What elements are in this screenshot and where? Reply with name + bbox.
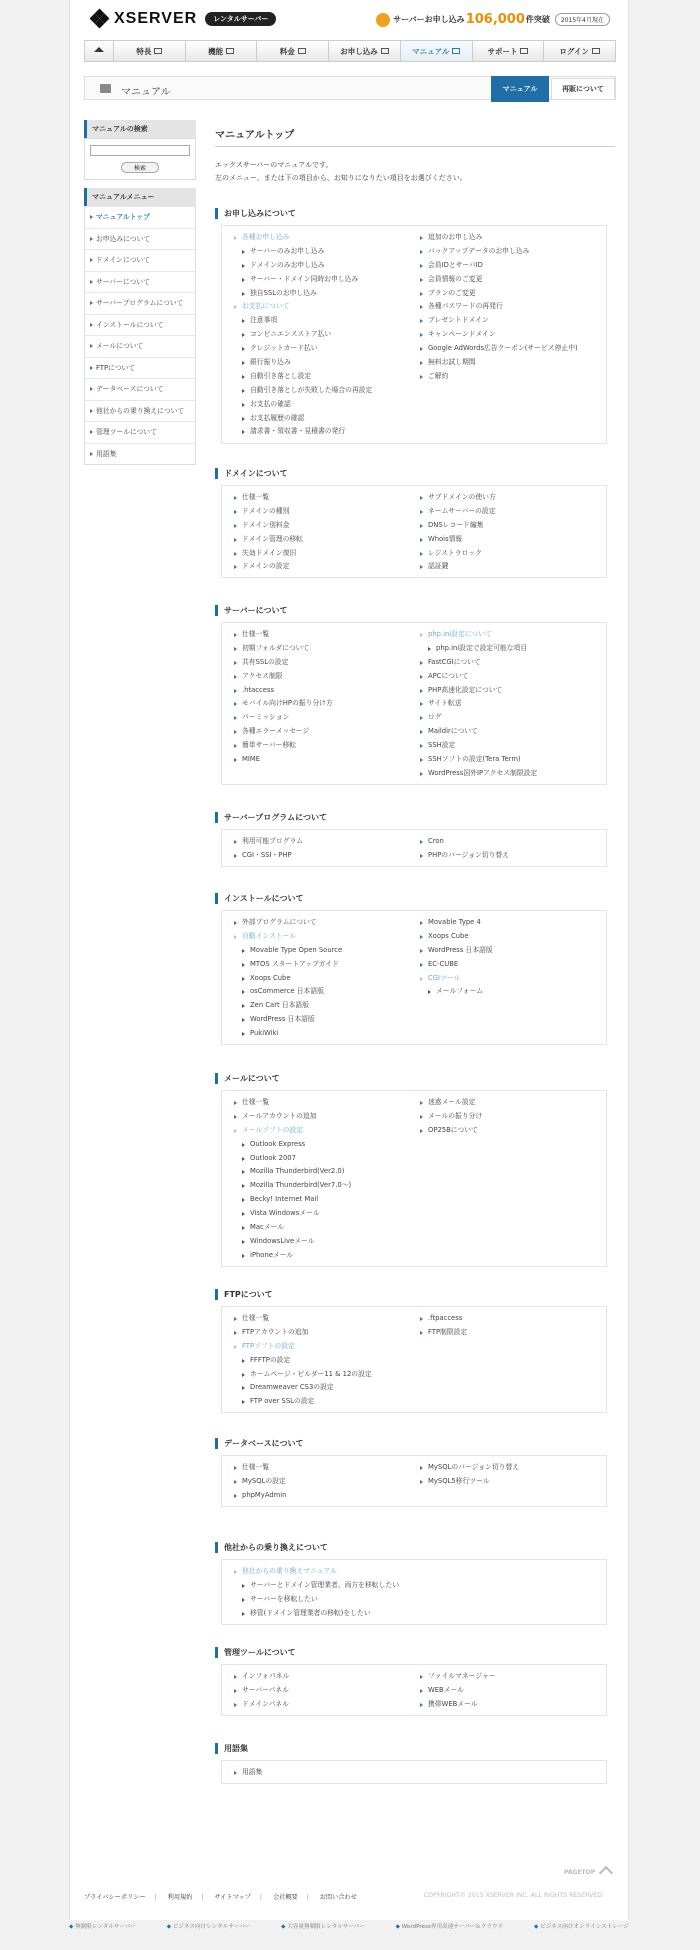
manual-link[interactable]: 認証鍵 [420,560,496,574]
manual-link[interactable]: DNSレコード編集 [420,519,496,533]
manual-section [215,1289,615,1406]
link-column [234,1461,287,1503]
manual-link[interactable]: お支払の確認 [234,398,372,412]
manual-link[interactable]: 銀行振り込み [234,356,372,370]
manual-link[interactable]: 会員IDとサーバID [420,259,578,273]
footer-link-terms[interactable]: 利用規約 [167,1894,193,1901]
manual-link[interactable]: 簡単サーバー移転 [234,739,333,753]
manual-link[interactable]: 初期フォルダについて [234,642,333,656]
manual-link[interactable]: Becky! Internet Mail [234,1193,351,1207]
header [90,8,610,30]
link-column [234,916,342,1041]
footer-link-sitemap[interactable]: サイトマップ [214,1894,251,1901]
manual-section [215,605,615,777]
related-link[interactable]: ◆ 大容量無制限レンタルサーバー [281,1922,365,1930]
manual-link[interactable]: メールフォーム [420,985,493,999]
manual-link[interactable]: ログ [420,711,537,725]
manual-link[interactable]: インフォパネル [234,1670,289,1684]
manual-link[interactable]: サーバーのみお申し込み [234,245,372,259]
sidebar-menu-item[interactable]: マニュアルトップ [85,206,195,228]
nav-pricing[interactable]: 料金 [256,41,328,61]
sidebar-menu [84,206,196,465]
section-link-box [221,910,607,1045]
manual-link[interactable]: ドメインの種別 [234,505,303,519]
manual-section [215,468,615,571]
manual-link[interactable]: サーバーパネル [234,1684,289,1698]
trophy-icon [376,13,390,27]
pen-icon [381,48,389,54]
related-link[interactable]: ◆ 無制限レンタルサーバー [69,1922,136,1930]
manual-link[interactable]: Outlook Express [234,1138,351,1152]
link-column [234,1766,262,1780]
sidebar-menu-item[interactable]: サーバープログラムについて [85,292,195,314]
manual-link[interactable]: PHPのバージョン切り替え [420,849,509,863]
manual-link[interactable]: バックアップデータのお申し込み [420,245,578,259]
manual-link[interactable]: FTP制限設定 [420,1326,467,1340]
logo[interactable] [90,8,276,30]
section-heading: ドメインについて [215,468,615,479]
link-column [420,1312,467,1340]
manual-link[interactable]: Google AdWords広告クーポン(サービス停止中) [420,342,578,356]
manual-link[interactable]: iPhoneメール [234,1249,351,1263]
tag-icon [298,48,306,54]
section-link-box [221,1559,607,1625]
section-heading: サーバーについて [215,605,615,616]
manual-link[interactable]: 外部プログラムについて [234,916,342,930]
link-column [420,916,493,999]
link-column [234,491,303,574]
copyright: COPYRIGHT© 2015 XSERVER INC. ALL RIGHTS RESERVED. [423,1892,604,1899]
manual-link[interactable]: 仕様一覧 [234,1096,351,1110]
manual-link[interactable]: WordPress 日本語版 [420,944,493,958]
manual-link[interactable]: Xoops Cube [234,972,342,986]
manual-link[interactable]: キャンペーンドメイン [420,328,578,342]
link-column [420,231,578,384]
section-link-box [221,1455,607,1507]
related-services [69,1922,629,1930]
search-button[interactable]: 検索 [121,162,159,173]
link-column [234,1565,399,1621]
manual-link[interactable]: MySQLの設定 [234,1475,287,1489]
manual-link[interactable]: FTP over SSLの設定 [234,1395,372,1409]
manual-link[interactable]: 仕様一覧 [234,1461,287,1475]
section-heading: 管理ツールについて [215,1647,615,1658]
category-link[interactable]: メールソフトの設定 [234,1124,351,1138]
home-icon [94,47,104,52]
manual-section [215,893,615,1038]
manual-link[interactable]: 無料お試し期間 [420,356,578,370]
manual-link[interactable]: プレゼントドメイン [420,314,578,328]
link-column [234,1096,351,1263]
global-nav [84,40,616,62]
manual-link[interactable]: サーバーを移転したい [234,1593,399,1607]
manual-section [215,1647,615,1708]
manual-link[interactable]: osCommerce 日本語版 [234,985,342,999]
tab-resale[interactable]: 再販について [551,78,615,100]
manual-link[interactable]: Maildirについて [420,725,537,739]
manual-link[interactable]: APCについて [420,670,537,684]
section-link-box [221,829,607,867]
section-link-box [221,1664,607,1716]
rental-server-badge: レンタルサーバー [205,12,276,26]
manual-section [215,208,615,436]
link-column [234,1670,289,1712]
sidebar [84,120,196,465]
nav-login[interactable]: ログイン [543,41,615,61]
manual-link[interactable]: WEBメール [420,1684,496,1698]
manual-link[interactable]: Vista Windowsメール [234,1207,351,1221]
book-icon [100,84,111,93]
section-heading: メールについて [215,1073,615,1084]
manual-link[interactable]: ご解約 [420,370,578,384]
sidebar-menu-item[interactable]: FTPについて [85,357,195,379]
section-link-box [221,225,607,444]
manual-link[interactable]: Macメール [234,1221,351,1235]
manual-link[interactable]: クレジットカード払い [234,342,372,356]
monitor-icon [154,48,162,54]
footer-link-contact[interactable]: お問い合わせ [319,1894,357,1901]
manual-link[interactable]: 追加のお申し込み [420,231,578,245]
manual-link[interactable]: 独自SSLのお申し込み [234,287,372,301]
sidebar-menu-item[interactable]: インストールについて [85,314,195,336]
manual-link[interactable]: 請求書・領収書・見積書の発行 [234,425,372,439]
manual-link[interactable]: お支払履歴の確認 [234,412,372,426]
manual-link[interactable]: 仕様一覧 [234,628,333,642]
manual-link[interactable]: MIME [234,753,333,767]
nav-features[interactable]: 特長 [113,41,185,61]
person-icon [520,48,528,54]
logo-mark-icon [90,9,110,29]
section-link-box [221,1090,607,1267]
manual-link[interactable]: コンビニエンスストア払い [234,328,372,342]
category-link[interactable]: php.ini設定について [420,628,537,642]
footer-link-company[interactable]: 会社概要 [272,1894,298,1901]
manual-link[interactable]: 仕様一覧 [234,491,303,505]
section-link-box [221,1760,607,1784]
section-link-box [221,622,607,785]
related-link[interactable]: ◆ ビジネス向けレンタルサーバー [167,1922,251,1930]
counter-label: サーバーお申し込み [393,15,465,24]
footer-links: プライバシーポリシー | 利用規約 | サイトマップ | 会社概要 | お問い合わせ [84,1894,357,1901]
search-header: マニュアルの検索 [84,120,196,138]
intro-text: エックスサーバーのマニュアルです。 左のメニュー、または下の項目から、お知りになりたい項目をお選びください。 [215,161,467,182]
manual-link[interactable]: ドメインの設定 [234,560,303,574]
manual-link[interactable]: サーバーとドメイン管理業者、両方を移転したい [234,1579,399,1593]
manual-link[interactable]: PHP高速化設定について [420,684,537,698]
nav-functions[interactable]: 機能 [185,41,257,61]
category-link[interactable]: CGIツール [420,972,493,986]
manual-link[interactable]: メールの振り分け [420,1110,482,1124]
manual-link[interactable]: .htaccess [234,684,333,698]
logo-text: XSERVER [114,10,198,27]
manual-link[interactable]: SSHソフトの設定(Tera Term) [420,753,537,767]
manual-link[interactable]: 注意事項 [234,314,372,328]
tab-manual[interactable]: マニュアル [491,76,549,102]
section-heading: インストールについて [215,893,615,904]
manual-link[interactable]: 移管(ドメイン管理業者の移転)をしたい [234,1607,399,1621]
link-column [234,231,372,439]
manual-link[interactable]: 失効ドメイン復旧 [234,547,303,561]
nav-manual[interactable]: マニュアル [400,41,472,61]
category-link[interactable]: お支払について [234,300,372,314]
nav-home[interactable] [85,41,113,61]
server-icon [226,48,234,54]
manual-link[interactable]: メールアカウントの追加 [234,1110,351,1124]
main-title: マニュアルトップ [215,120,615,147]
manual-link[interactable]: Dreamweaver CS3の設定 [234,1381,372,1395]
manual-link[interactable]: プランのご変更 [420,287,578,301]
sidebar-menu-item[interactable]: 他社からの乗り換えについて [85,400,195,422]
page-container [69,0,629,1920]
manual-link[interactable]: サーバー・ドメイン同時お申し込み [234,273,372,287]
menu-header: マニュアルメニュー [84,188,196,206]
nav-apply[interactable]: お申し込み [328,41,400,61]
link-column [234,1312,372,1409]
sidebar-menu-item[interactable]: 管理ツールについて [85,421,195,443]
manual-link[interactable]: Zen Cart 日本語版 [234,999,342,1013]
manual-section [215,1743,615,1776]
manual-link[interactable]: 自動引き落としが失敗した場合の再設定 [234,384,372,398]
manual-link[interactable]: 用語集 [234,1766,262,1780]
manual-link[interactable]: 携帯WEBメール [420,1698,496,1712]
manual-link[interactable]: ネームサーバーの設定 [420,505,496,519]
sidebar-menu-item[interactable]: お申込みについて [85,228,195,250]
sidebar-menu-item[interactable]: サーバーについて [85,271,195,293]
sidebar-menu-item[interactable]: ドメインについて [85,249,195,271]
manual-link[interactable]: アクセス制限 [234,670,333,684]
search-box [84,138,196,180]
section-heading: 用語集 [215,1743,615,1754]
manual-link[interactable]: Mozilla Thunderbird(Ver2.0) [234,1165,351,1179]
manual-link[interactable]: ドメイン別料金 [234,519,303,533]
manual-link[interactable]: phpMyAdmin [234,1489,287,1503]
manual-link[interactable]: パーミッション [234,711,333,725]
sidebar-menu-item[interactable]: 用語集 [85,443,195,465]
manual-link[interactable]: Outlook 2007 [234,1152,351,1166]
counter-date: 2015年4月現在 [555,13,610,26]
manual-link[interactable]: Movable Type Open Source [234,944,342,958]
section-link-box [221,1306,607,1413]
manual-link[interactable]: WindowsLiveメール [234,1235,351,1249]
nav-support[interactable]: サポート [472,41,544,61]
sidebar-menu-item[interactable]: メールについて [85,335,195,357]
related-link[interactable]: ◆ WordPress専用高速サーバー＆クラウド [396,1922,504,1930]
manual-link[interactable]: OP25Bについて [420,1124,482,1138]
arrow-up-icon [599,1866,613,1880]
manual-link[interactable]: Cron [420,835,509,849]
manual-section [215,1438,615,1499]
manual-link[interactable]: WordPress国外IPアクセス制限設定 [420,767,537,781]
manual-section [215,1542,615,1617]
category-link[interactable]: 自動インストール [234,930,342,944]
manual-link[interactable]: ホームページ・ビルダー11 & 12の設定 [234,1368,372,1382]
sidebar-menu-item[interactable]: データベースについて [85,378,195,400]
book-icon [452,48,460,54]
footer [84,1892,604,1901]
manual-link[interactable]: EC-CUBE [420,958,493,972]
link-column [234,628,333,767]
link-column [234,835,303,863]
manual-link[interactable]: ファイルマネージャー [420,1670,496,1684]
section-heading: 他社からの乗り換えについて [215,1542,615,1553]
pagetop-link[interactable]: PAGETOP [564,1868,611,1878]
manual-link[interactable]: 各種パスワードの再発行 [420,300,578,314]
link-column [420,1670,496,1712]
manual-link[interactable]: ドメイン管理の移転 [234,533,303,547]
main-content [215,120,615,1776]
category-link[interactable]: 他社からの乗り換えマニュアル [234,1565,399,1579]
manual-link[interactable]: Xoops Cube [420,930,493,944]
manual-link[interactable]: SSH設定 [420,739,537,753]
manual-link[interactable]: .ftpaccess [420,1312,467,1326]
manual-link[interactable]: FastCGIについて [420,656,537,670]
section-heading: お申し込みについて [215,208,615,219]
link-column [420,835,509,863]
manual-link[interactable]: Whois情報 [420,533,496,547]
section-link-box [221,485,607,578]
section-heading: データベースについて [215,1438,615,1449]
manual-link[interactable]: 共有SSLの設定 [234,656,333,670]
manual-link[interactable]: MySQLのバージョン切り替え [420,1461,519,1475]
manual-link[interactable]: サブドメインの使い方 [420,491,496,505]
section-heading: サーバープログラムについて [215,812,615,823]
link-column [420,1096,482,1138]
manual-link[interactable]: Movable Type 4 [420,916,493,930]
manual-link[interactable]: MTOS スタートアップガイド [234,958,342,972]
manual-link[interactable]: CGI・SSI・PHP [234,849,303,863]
link-column [420,1461,519,1489]
category-link[interactable]: FTPソフトの設定 [234,1340,372,1354]
manual-section [215,812,615,859]
manual-link[interactable]: レジストラロック [420,547,496,561]
manual-link[interactable]: ドメインのみお申し込み [234,259,372,273]
link-column [420,491,496,574]
manual-link[interactable]: Mozilla Thunderbird(Ver7.0〜) [234,1179,351,1193]
search-input[interactable] [90,145,190,156]
lock-icon [592,48,600,54]
manual-link[interactable]: 自動引き落とし設定 [234,370,372,384]
link-column [420,628,537,781]
manual-link[interactable]: モバイル向けHPの振り分け方 [234,697,333,711]
category-link[interactable]: 各種お申し込み [234,231,372,245]
manual-section [215,1073,615,1259]
manual-link[interactable]: FFFTPの設定 [234,1354,372,1368]
manual-link[interactable]: 仕様一覧 [234,1312,372,1326]
page-title: マニュアル [121,87,171,98]
manual-link[interactable]: FTPアカウントの追加 [234,1326,372,1340]
manual-link[interactable]: PukiWiki [234,1027,342,1041]
related-link[interactable]: ◆ ビジネス向けオンラインストレージ [534,1922,629,1930]
manual-link[interactable]: 会員情報のご変更 [420,273,578,287]
footer-link-privacy[interactable]: プライバシーポリシー [84,1894,146,1901]
manual-link[interactable]: 迷惑メール設定 [420,1096,482,1110]
section-heading: FTPについて [215,1289,615,1300]
page-title-bar [84,76,616,100]
counter-unit: 件突破 [525,15,550,24]
signup-counter [376,12,610,27]
counter-value: 106,000 [465,12,525,27]
manual-link[interactable]: 利用可能プログラム [234,835,303,849]
manual-link[interactable]: WordPress 日本語版 [234,1013,342,1027]
manual-link[interactable]: サイト転送 [420,697,537,711]
manual-link[interactable]: 各種エラーメッセージ [234,725,333,739]
manual-link[interactable]: ドメインパネル [234,1698,289,1712]
manual-link[interactable]: php.ini設定で設定可能な項目 [420,642,537,656]
manual-link[interactable]: MySQL5移行ツール [420,1475,519,1489]
